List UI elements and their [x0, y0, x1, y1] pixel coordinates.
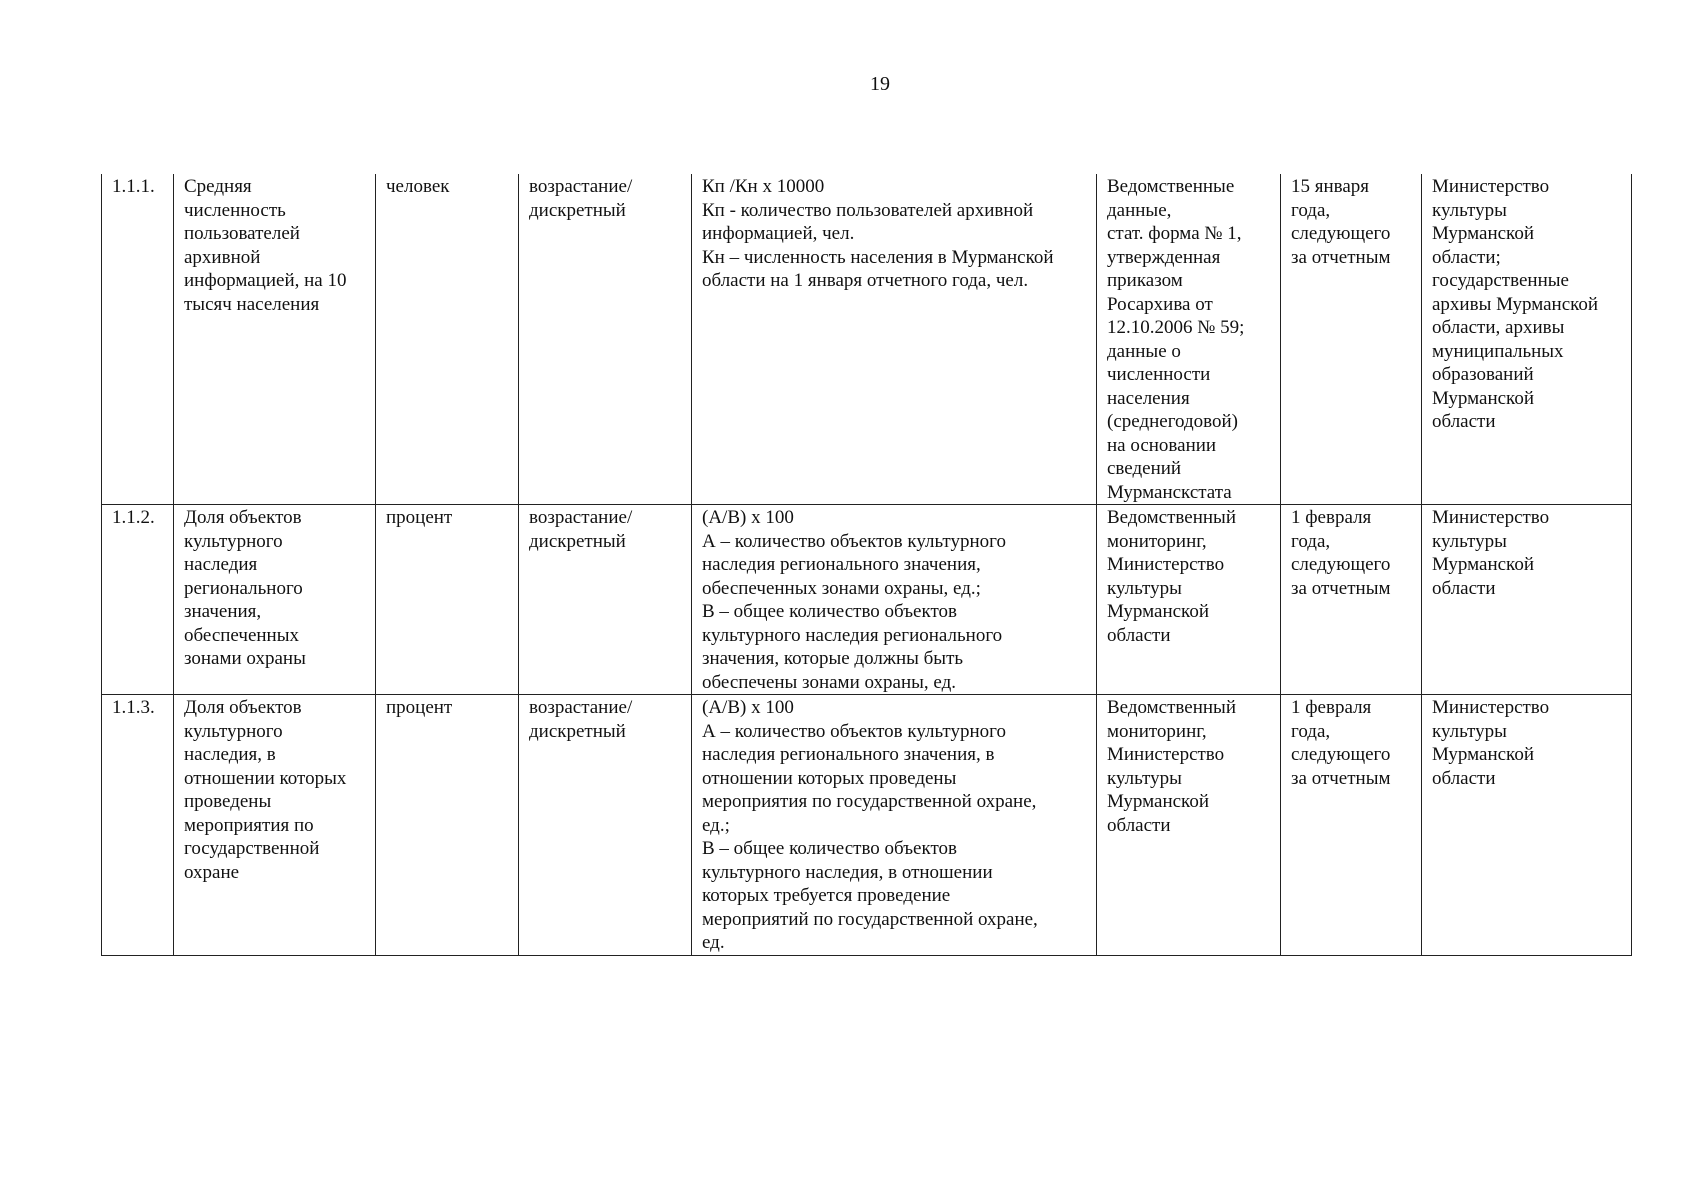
indicator-deadline: 15 января года, следующего за отчетным [1281, 174, 1422, 505]
indicator-name: Доля объектов культурного наследия регионального значения, обеспеченных зонами охраны [174, 505, 376, 695]
indicator-number: 1.1.3. [102, 695, 174, 956]
indicator-responsible: Министерство культуры Мурманской области [1422, 505, 1632, 695]
indicator-deadline: 1 февраля года, следующего за отчетным [1281, 695, 1422, 956]
table-row [102, 174, 1632, 505]
table-row [102, 695, 1632, 956]
indicator-trend: возрастание/ дискретный [519, 174, 692, 505]
indicator-deadline: 1 февраля года, следующего за отчетным [1281, 505, 1422, 695]
indicator-name: Доля объектов культурного наследия, в отношении которых проведены мероприятия по государственной охране [174, 695, 376, 956]
indicator-formula: Кп /Кн х 10000 Кп - количество пользователей архивной информацией, чел. Кн – численность населения в Мурманской области на 1 января отчетного года, чел. [692, 174, 1097, 505]
indicator-unit: процент [376, 695, 519, 956]
indicator-formula: (А/В) х 100 А – количество объектов культурного наследия регионального значения, в отношении которых проведены мероприятия по государственной охране, ед.; В – общее количество объектов культурного наследия, в отношении которых требуется проведение мероприятий по государственной охране, ед. [692, 695, 1097, 956]
indicator-unit: процент [376, 505, 519, 695]
table-row [102, 505, 1632, 695]
indicator-source: Ведомственные данные, стат. форма № 1, утвержденная приказом Росархива от 12.10.2006 № 59; данные о численности населения (среднегодовой) на основании сведений Мурманскстата [1097, 174, 1281, 505]
indicator-number: 1.1.2. [102, 505, 174, 695]
indicator-name: Средняя численность пользователей архивной информацией, на 10 тысяч населения [174, 174, 376, 505]
indicator-trend: возрастание/ дискретный [519, 505, 692, 695]
indicator-source: Ведомственный мониторинг, Министерство культуры Мурманской области [1097, 695, 1281, 956]
indicator-responsible: Министерство культуры Мурманской области [1422, 695, 1632, 956]
indicator-trend: возрастание/ дискретный [519, 695, 692, 956]
indicator-unit: человек [376, 174, 519, 505]
indicator-source: Ведомственный мониторинг, Министерство культуры Мурманской области [1097, 505, 1281, 695]
indicator-formula: (А/В) х 100 А – количество объектов культурного наследия регионального значения, обеспеченных зонами охраны, ед.; В – общее количество объектов культурного наследия регионального значения, которые должны быть обеспечены зонами охраны, ед. [692, 505, 1097, 695]
indicator-responsible: Министерство культуры Мурманской области; государственные архивы Мурманской области, архивы муниципальных образований Мурманской области [1422, 174, 1632, 505]
indicators-table [101, 174, 1632, 956]
page-number: 19 [870, 73, 890, 95]
indicator-number: 1.1.1. [102, 174, 174, 505]
